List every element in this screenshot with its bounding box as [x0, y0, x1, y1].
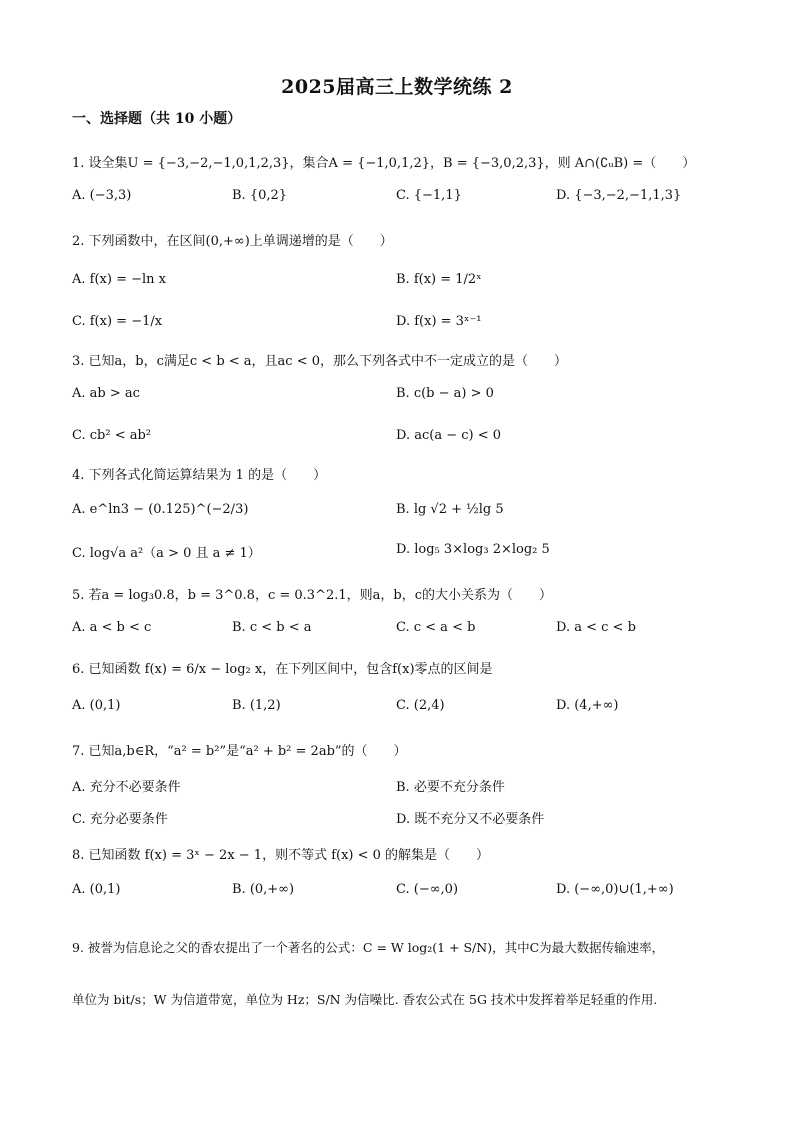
question-1-option-d: D. {−3,−2,−1,1,3}: [556, 188, 682, 203]
question-7-option-a: A. 充分不必要条件: [72, 780, 181, 795]
question-3-option-b: B. c(b − a) > 0: [396, 386, 494, 401]
question-3-option-c: C. cb² < ab²: [72, 428, 152, 443]
question-8-option-c: C. (−∞,0): [396, 882, 459, 897]
question-5-option-a: A. a < b < c: [72, 620, 152, 635]
section-heading: 一、选择题（共 10 小题）: [72, 111, 242, 127]
question-2-option-b: B. f(x) = 1/2ˣ: [396, 272, 482, 287]
question-8-option-a: A. (0,1): [72, 882, 121, 897]
question-8-stem: 8. 已知函数 f(x) = 3ˣ − 2x − 1，则不等式 f(x) < 0 的解集是（ ）: [72, 848, 490, 863]
question-9-line-2: 单位为 bit/s；W 为信道带宽，单位为 Hz；S/N 为信噪比. 香农公式在 5G 技术中发挥着举足轻重的作用.: [72, 992, 658, 1007]
question-6-stem: 6. 已知函数 f(x) = 6/x − log₂ x，在下列区间中，包含f(x)零点的区间是: [72, 662, 493, 677]
question-4-stem: 4. 下列各式化简运算结果为 1 的是（ ）: [72, 468, 327, 483]
question-1-option-b: B. {0,2}: [232, 188, 288, 203]
question-7-stem: 7. 已知a,b∈R，“a² = b²”是“a² + b² = 2ab”的（ ）: [72, 744, 407, 759]
question-4-option-d: D. log₅ 3×log₃ 2×log₂ 5: [396, 542, 550, 557]
page-title: 2025届高三上数学统练 2: [281, 76, 513, 98]
question-8-option-b: B. (0,+∞): [232, 882, 295, 897]
question-3-option-a: A. ab > ac: [72, 386, 140, 401]
question-6-option-a: A. (0,1): [72, 698, 121, 713]
question-8-option-d: D. (−∞,0)∪(1,+∞): [556, 882, 674, 897]
question-7-option-b: B. 必要不充分条件: [396, 780, 505, 795]
question-4-option-b: B. lg √2 + ½lg 5: [396, 502, 504, 517]
question-1-option-c: C. {−1,1}: [396, 188, 462, 203]
question-2-option-d: D. f(x) = 3ˣ⁻¹: [396, 314, 482, 329]
question-1-option-a: A. (−3,3): [72, 188, 132, 203]
question-4-option-c: C. log√a a²（a > 0 且 a ≠ 1）: [72, 546, 261, 561]
question-2-option-c: C. f(x) = −1/x: [72, 314, 163, 329]
question-6-option-c: C. (2,4): [396, 698, 445, 713]
question-1-stem: 1. 设全集U = {−3,−2,−1,0,1,2,3}，集合A = {−1,0,1,2}，B = {−3,0,2,3}，则 A∩(∁ᵤB) =（ ）: [72, 156, 696, 171]
question-7-option-d: D. 既不充分又不必要条件: [396, 812, 545, 827]
question-6-option-d: D. (4,+∞): [556, 698, 619, 713]
question-5-option-c: C. c < a < b: [396, 620, 476, 635]
question-5-option-b: B. c < b < a: [232, 620, 312, 635]
question-5-stem: 5. 若a = log₃0.8，b = 3^0.8，c = 0.3^2.1，则a，b，c的大小关系为（ ）: [72, 588, 552, 603]
question-2-option-a: A. f(x) = −ln x: [72, 272, 166, 287]
question-4-option-a: A. e^ln3 − (0.125)^(−2/3): [72, 502, 249, 517]
question-2-stem: 2. 下列函数中，在区间(0,+∞)上单调递增的是（ ）: [72, 234, 393, 249]
question-3-option-d: D. ac(a − c) < 0: [396, 428, 502, 443]
question-9-line-1: 9. 被誉为信息论之父的香农提出了一个著名的公式：C = W log₂(1 + S/N)，其中C为最大数据传输速率，: [72, 940, 665, 955]
question-3-stem: 3. 已知a，b，c满足c < b < a，且ac < 0，那么下列各式中不一定成立的是（ ）: [72, 354, 568, 369]
question-7-option-c: C. 充分必要条件: [72, 812, 168, 827]
question-5-option-d: D. a < c < b: [556, 620, 636, 635]
question-6-option-b: B. (1,2): [232, 698, 281, 713]
